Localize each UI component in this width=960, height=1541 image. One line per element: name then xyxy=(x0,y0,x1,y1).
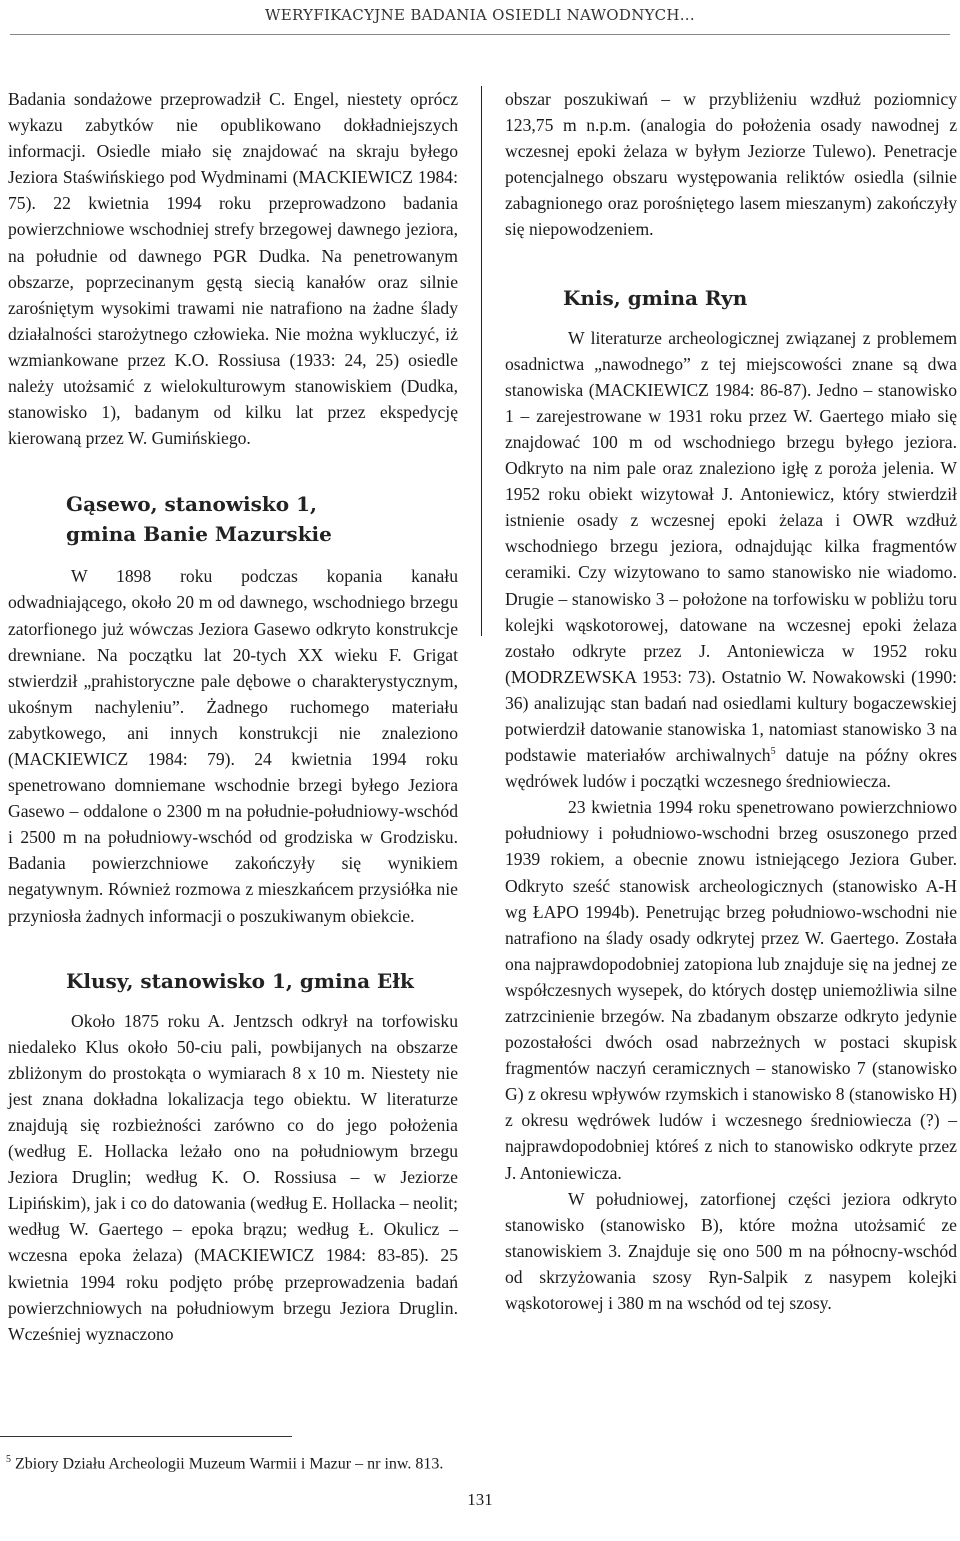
footnote-rule xyxy=(0,1436,292,1437)
page-number: 131 xyxy=(467,1490,493,1509)
footnote xyxy=(6,1449,906,1475)
header-rule xyxy=(10,34,950,35)
right-paragraph-2 xyxy=(505,325,957,795)
left-paragraph-2: W 1898 roku podczas kopania kanału odwadniającego, około 20 m od dawnego, wschodniego brzegu zatorfionego już wówczas Jeziora Gasewo odkryto konstrukcje drewniane. Na początku lat 20-tych XX wieku F. Grigat stwierdził „prahistoryczne pale dębowe o charakterystycznym, ukośnym nachyleniu”. Żadnego ruchomego materiału zabytkowego, ani innych konstrukcji nie znaleziono (MACKIEWICZ 1984: 79). 24 kwietnia 1994 roku spenetrowano domniemane wschodnie brzegi byłego Jeziora Gasewo – oddalone o 2300 m na południe-południowy-wschód i 2500 m na południowy-wschód od grodziska w Grodzisku. Badania powierzchniowe zakończyły się wynikiem negatywnym. Również rozmowa z mieszkańcem przysiółka nie przyniosła żadnych informacji o poszukiwanym obiekcie. xyxy=(8,566,458,926)
left-paragraph-1: Badania sondażowe przeprowadził C. Engel, niestety oprócz wykazu zabytków nie opublikowano dokładniejszych informacji. Osiedle miało się znajdować na skraju byłego Jeziora Staświńskiego pod Wydminami (MACKIEWICZ 1984: 75). 22 kwietnia 1994 roku przeprowadzono badania powierzchniowe wschodniej strefy brzegowej dawnego jeziora, na południe od dawnego PGR Dudka. Na penetrowanym obszarze, poprzecinanym gęstą siecią kanałów oraz silnie zarośniętym wysokimi trawami nie natrafiono na żadne ślady działalności starożytnego człowieka. Nie można wykluczyć, iż wzmiankowane przez K.O. Rossiusa (1933: 24, 25) osiedle należy utożsamić z wielokulturowym stanowiskiem (Dudka, stanowisko 1), badanym od kilku lat przez ekspedycję kierowaną przez W. Gumińskiego. xyxy=(8,89,458,449)
right-column xyxy=(505,86,957,1316)
right-paragraph-4: W południowej, zatorfionej części jeziora odkryto stanowisko (stanowisko B), które można utożsamić ze stanowiskiem 3. Znajduje się ono 500 m na północny-wschód od skrzyżowania szosy Ryn-Salpik z nasypem kolejki wąskotorowej i 380 m na wschód od tej szosy. xyxy=(505,1188,957,1314)
section-heading-klusy: Klusy, stanowisko 1, gmina Ełk xyxy=(66,968,414,993)
heading-gasewo-line-1: Gąsewo, stanowisko 1, xyxy=(66,492,317,517)
heading-gasewo-line-2: gmina Banie Mazurskie xyxy=(66,522,332,547)
right-paragraph-1: obszar poszukiwań – w przybliżeniu wzdłuż poziomnicy 123,75 m n.p.m. (analogia do położenia osady nawodnej z wczesnej epoki żelaza w byłym Jeziorze Tulewo). Penetracje potencjalnego obszaru występowania reliktów osiedla (silnie zabagnionego oraz porośniętego lasem mieszanym) zakończyły się niepowodzeniem. xyxy=(505,89,957,240)
column-divider xyxy=(481,86,482,636)
right-paragraph-2-part-a: W literaturze archeologicznej związanej z problemem osadnictwa „nawodnego” z tej miejscowości znane są dwa stanowiska (MACKIEWICZ 1984: 86-87). Jedno – stanowisko 1 – zarejestrowane w 1931 roku przez W. Gaertego miało się znajdować 100 m od wschodniego brzegu byłego jeziora. Odkryto na nim pale oraz znaleziono igłę z poroża jelenia. W 1952 roku obiekt wizytował J. Antoniewicz, który stwierdził istnienie osady z wczesnej epoki żelaza i OWR wzdłuż wschodniego brzegu jeziora, odnajdując kilka fragmentów ceramiki. Czy wizytowano to samo stanowisko nie wiadomo. Drugie – stanowisko 3 – położone na torfowisku w pobliżu toru kolejki wąskotorowej, datowane na wczesnej epoki żelaza zostało odkryte przez J. Antoniewicza w 1952 roku (MODRZEWSKA 1953: 73). Ostatnio W. Nowakowski (1990: 36) analizując stan badań nad osiedlami kultury bogaczewskiej potwierdził datowanie stanowiska 1, natomiast stanowisko 3 na podstawie materiałów archiwalnych xyxy=(505,327,957,766)
left-paragraph-3: Około 1875 roku A. Jentzsch odkrył na torfowisku niedaleko Klus około 50-ciu pali, powbijanych na obszarze zbliżonym do prostokąta o wymiarach 8 x 10 m. Niestety nie jest znana dokładna lokalizacja tego obiektu. W literaturze znajdują się rozbieżności zarówno co do jego położenia (według E. Hollacka leżało ono na południowym brzegu Jeziora Druglin; według K. O. Rossiusa – w Jeziorze Lipińskim), jak i co do datowania (według E. Hollacka – neolit; według W. Gaertego – epoka brązu; według Ł. Okulicz – wczesna epoka żelaza) (MACKIEWICZ 1984: 83-85). 25 kwietnia 1994 roku podjęto próbę przeprowadzenia badań powierzchniowych na południowym brzegu Jeziora Druglin. Wcześniej wyznaczono xyxy=(8,1010,458,1344)
running-head: WERYFIKACYJNE BADANIA OSIEDLI NAWODNYCH... xyxy=(265,6,695,24)
right-paragraph-2-part-b: datuje na późny okres wędrówek ludów i początki wczesnego średniowiecza. xyxy=(505,745,957,792)
right-paragraph-3: 23 kwietnia 1994 roku spenetrowano powierzchniowo południowy i południowo-wschodni brzeg osuszonego przed 1939 rokiem, a obecnie znowu istniejącego Jeziora Guber. Odkryto sześć stanowisk archeologicznych (stanowisko A-H wg ŁAPO 1994b). Penetrując brzeg południowo-wschodni nie natrafiono na ślady osady odkrytej przez W. Gaertego. Została ona najprawdopodobniej zatopiona lub znajduje się na jednej ze współczesnych wysepek, do których dostęp uniemożliwia silne zatrzcinienie brzegów. Na zbadanym obszarze odkryto jedynie pozostałości dwóch osad nabrzeżnych w postaci skupisk fragmentów naczyń ceramicznych – stanowisko 7 (stanowisko G) z okresu wpływów rzymskich i stanowisko 8 (stanowisko H) z okresu wędrówek ludów i wczesnego średniowiecza (?) – najprawdopodobniej któreś z nich to stanowisko odkryte przez J. Antoniewicza. xyxy=(505,797,957,1183)
left-column xyxy=(8,86,458,1347)
footnote-text: Zbiory Działu Archeologii Muzeum Warmii i Mazur – nr inw. 813. xyxy=(15,1455,444,1473)
section-heading-knis: Knis, gmina Ryn xyxy=(563,285,748,310)
footnote-reference[interactable]: 5 xyxy=(770,746,776,758)
footnote-marker: 5 xyxy=(6,1454,11,1465)
section-heading-gasewo xyxy=(66,489,458,549)
